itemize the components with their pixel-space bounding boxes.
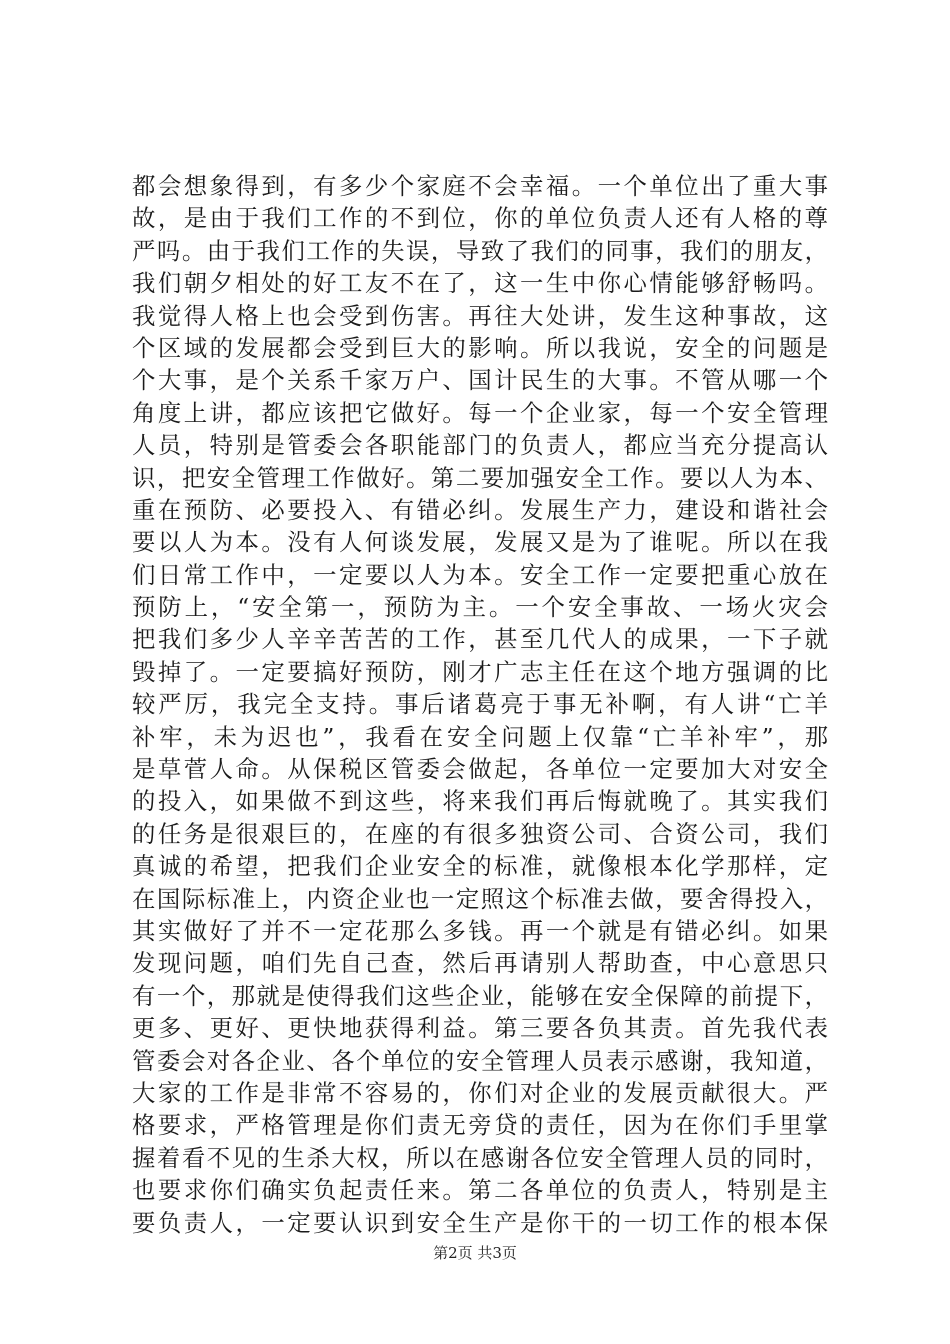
text-line: 在国际标准上，内资企业也一定照这个标准去做，要舍得投入，: [132, 884, 828, 913]
text-line: 我觉得人格上也会受到伤害。再往大处讲，发生这种事故，这: [132, 301, 828, 330]
body-text: [132, 170, 828, 1239]
text-line: 把我们多少人辛辛苦苦的工作，甚至几代人的成果，一下子就: [132, 625, 828, 654]
text-line: 是草菅人命。从保税区管委会做起，各单位一定要加大对安全: [132, 755, 828, 784]
text-line: 预防上，“安全第一，预防为主。一个安全事故、一场火灾会: [132, 593, 828, 622]
text-line: 的任务是很艰巨的，在座的有很多独资公司、合资公司，我们: [132, 819, 828, 848]
text-line: 毁掉了。一定要搞好预防，刚才广志主任在这个地方强调的比: [132, 657, 828, 686]
text-line: 故，是由于我们工作的不到位，你的单位负责人还有人格的尊: [132, 204, 828, 233]
text-line: 重在预防、必要投入、有错必纠。发展生产力，建设和谐社会: [132, 495, 828, 524]
text-line: 真诚的希望，把我们企业安全的标准，就像根本化学那样，定: [132, 852, 828, 881]
text-line: 我们朝夕相处的好工友不在了，这一生中你心情能够舒畅吗。: [132, 269, 828, 298]
text-line: 大家的工作是非常不容易的，你们对企业的发展贡献很大。严: [132, 1078, 828, 1107]
text-line: 们日常工作中，一定要以人为本。安全工作一定要把重心放在: [132, 560, 828, 589]
text-line: 要负责人，一定要认识到安全生产是你干的一切工作的根本保: [132, 1208, 828, 1237]
text-line: 有一个，那就是使得我们这些企业，能够在安全保障的前提下，: [132, 981, 828, 1010]
text-line: 个区域的发展都会受到巨大的影响。所以我说，安全的问题是: [132, 333, 828, 362]
text-line: 握着看不见的生杀大权，所以在感谢各位安全管理人员的同时，: [132, 1143, 828, 1172]
text-line: 其实做好了并不一定花那么多钱。再一个就是有错必纠。如果: [132, 916, 828, 945]
text-line: 的投入，如果做不到这些，将来我们再后悔就晚了。其实我们: [132, 787, 828, 816]
text-line: 较严厉，我完全支持。事后诸葛亮于事无补啊，有人讲“亡羊: [132, 690, 828, 719]
text-line: 要以人为本。没有人何谈发展，发展又是为了谁呢。所以在我: [132, 528, 828, 557]
text-line: 补牢，未为迟也”，我看在安全问题上仅靠“亡羊补牢”，那: [132, 722, 828, 751]
text-line: 角度上讲，都应该把它做好。每一个企业家，每一个安全管理: [132, 398, 828, 427]
text-line: 管委会对各企业、各个单位的安全管理人员表示感谢，我知道，: [132, 1046, 828, 1075]
text-line: 格要求，严格管理是你们责无旁贷的责任，因为在你们手里掌: [132, 1111, 828, 1140]
text-line: 个大事，是个关系千家万户、国计民生的大事。不管从哪一个: [132, 366, 828, 395]
text-line: 人员，特别是管委会各职能部门的负责人，都应当充分提高认: [132, 431, 828, 460]
text-line: 发现问题，咱们先自己查，然后再请别人帮助查，中心意思只: [132, 949, 828, 978]
text-line: 都会想象得到，有多少个家庭不会幸福。一个单位出了重大事: [132, 172, 828, 200]
text-line: 识，把安全管理工作做好。第二要加强安全工作。要以人为本、: [132, 463, 828, 492]
page-number-footer: 第2页 共3页: [433, 1244, 517, 1262]
text-line: 也要求你们确实负起责任来。第二各单位的负责人，特别是主: [132, 1176, 828, 1205]
text-line: 更多、更好、更快地获得利益。第三要各负其责。首先我代表: [132, 1014, 828, 1043]
text-line: 严吗。由于我们工作的失误，导致了我们的同事，我们的朋友，: [132, 236, 828, 265]
